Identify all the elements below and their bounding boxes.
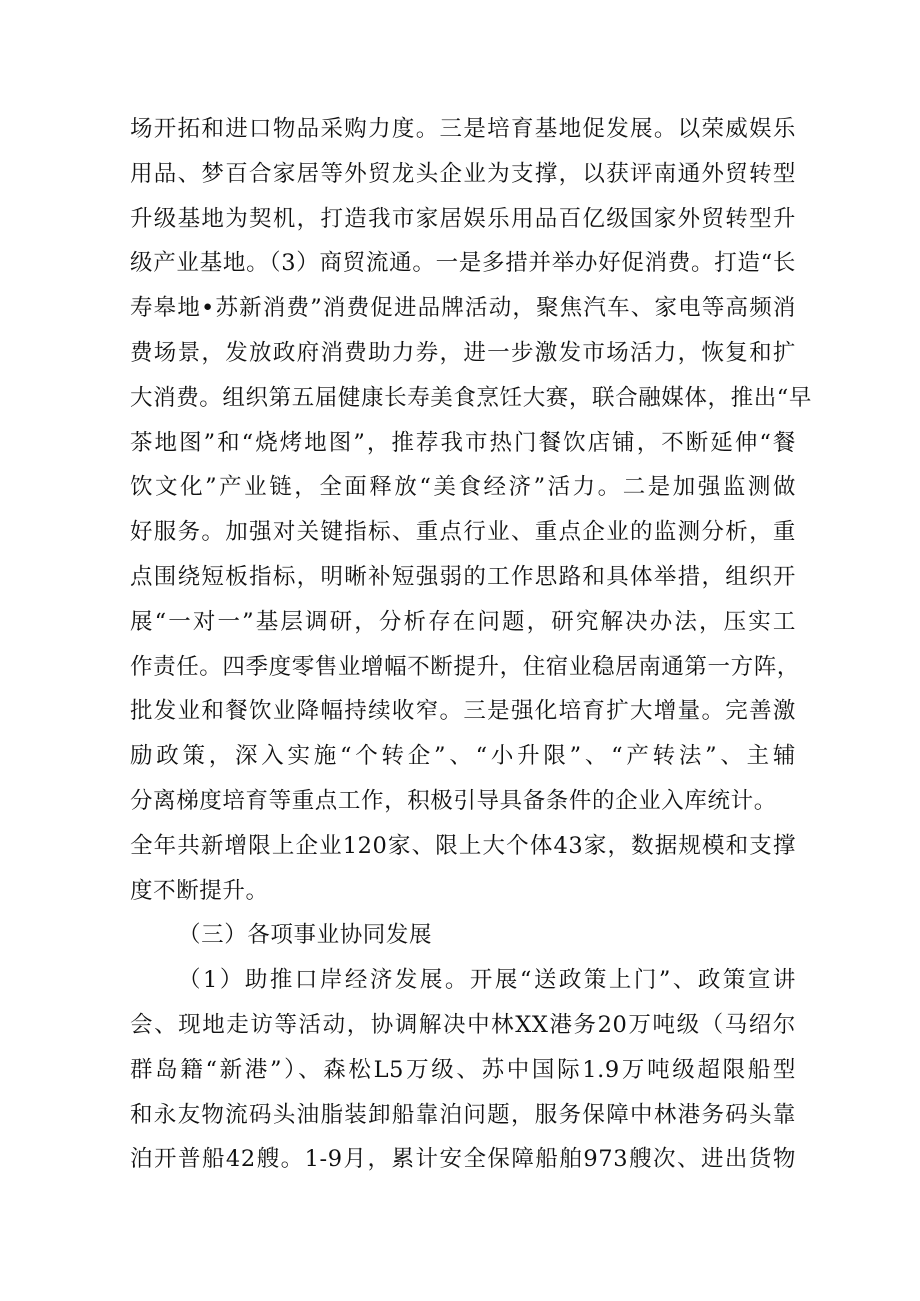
body-line: 大消费。组织第五届健康长寿美食烹饪大赛，联合融媒体，推出“早	[130, 384, 813, 411]
body-line: 级产业基地。（3）商贸流通。一是多措并举办好促消费。打造“长	[130, 250, 796, 277]
body-line: 群岛籍“新港”）、森松L5万级、苏中国际1.9万吨级超限船型	[130, 1056, 796, 1083]
body-line: 分离梯度培育等重点工作，积极引导具备条件的企业入库统计。	[130, 787, 777, 814]
body-line: 全年共新增限上企业120家、限上大个体43家，数据规模和支撑	[130, 832, 796, 859]
body-line: 茶地图”和“烧烤地图”，推荐我市热门餐饮店铺，不断延伸“餐	[130, 429, 796, 456]
body-line: 作责任。四季度零售业增幅不断提升，住宿业稳居南通第一方阵，	[130, 653, 800, 680]
body-line: 费场景，发放政府消费助力券，进一步激发市场活力，恢复和扩	[130, 339, 796, 366]
body-line: 饮文化”产业链，全面释放“美食经济”活力。二是加强监测做	[130, 474, 796, 501]
body-line: 度不断提升。	[130, 877, 269, 904]
body-line: 泊开普船42艘。1-9月，累计安全保障船舶973艘次、进出货物	[130, 1146, 796, 1173]
body-line: 励政策，深入实施“个转企”、“小升限”、“产转法”、主辅	[130, 743, 796, 770]
body-line: 展“一对一”基层调研，分析存在问题，研究解决办法，压实工	[130, 608, 796, 635]
body-line: 场开拓和进口物品采购力度。三是培育基地促发展。以荣威娱乐	[130, 116, 796, 142]
body-line: 好服务。加强对关键指标、重点行业、重点企业的监测分析，重	[130, 519, 796, 546]
body-line: 升级基地为契机，打造我市家居娱乐用品百亿级国家外贸转型升	[130, 205, 796, 232]
body-line: 用品、梦百合家居等外贸龙头企业为支撑，以获评南通外贸转型	[130, 160, 796, 187]
document-body	[130, 107, 813, 1182]
body-line: 点围绕短板指标，明晰补短强弱的工作思路和具体举措，组织开	[130, 563, 796, 590]
section-heading: （三）各项事业协同发展	[178, 922, 433, 949]
body-line: 会、现地走访等活动，协调解决中林XX港务20万吨级（马绍尔	[130, 1011, 796, 1038]
body-line: （1）助推口岸经济发展。开展“送政策上门”、政策宣讲	[178, 967, 796, 994]
body-line: 和永友物流码头油脂装卸船靠泊问题，服务保障中林港务码头靠	[130, 1101, 796, 1128]
body-line: 寿皋地•苏新消费”消费促进品牌活动，聚焦汽车、家电等高频消	[130, 295, 796, 322]
body-line: 批发业和餐饮业降幅持续收窄。三是强化培育扩大增量。完善激	[130, 698, 796, 725]
